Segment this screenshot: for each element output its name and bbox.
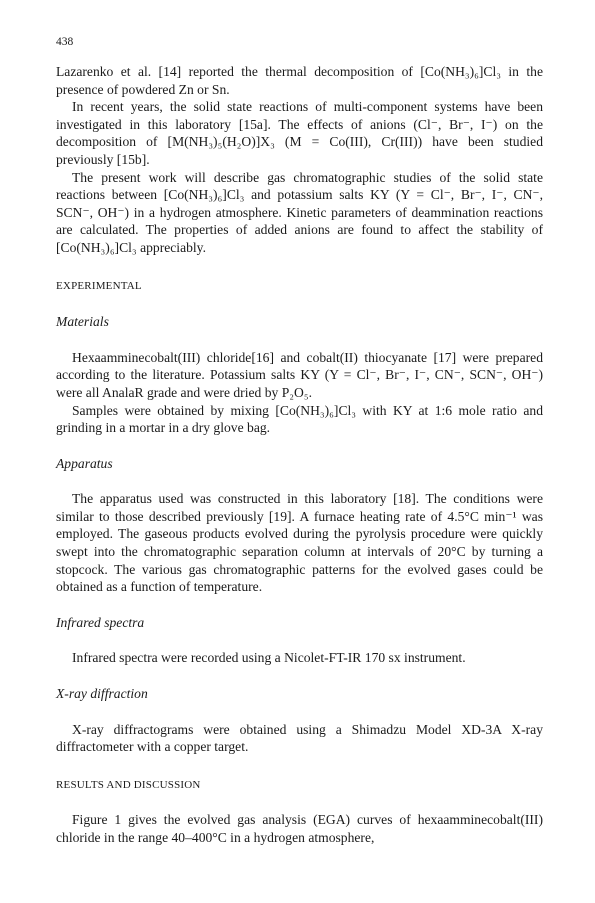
paragraph-apparatus: The apparatus used was constructed in this laboratory [18]. The conditions were similar to those described previously [19]. A furnace heating rate of 4.5°C min⁻¹ was employed. The gaseous products evolved during the pyrolysis procedure were quickly swept into the chromatographic separation column at intervals of 20°C by turning a stopcock. The various gas chromatographic patterns for the evolved gases could be obtained as a function of temperature. (56, 491, 543, 595)
paragraph-recent-years: In recent years, the solid state reactions of multi-component systems have been investigated in this laboratory [15a]. The effects of anions (Cl⁻, Br⁻, I⁻) on the decomposition of [M(NH₃)₅(H₂O)]X₃ (M = Co(III), Cr(III)) have been studied previously [15b]. (56, 99, 543, 167)
paragraph-materials-prep: Hexaamminecobalt(III) chloride[16] and cobalt(II) thiocyanate [17] were prepared according to the literature. Potassium salts KY (Y = Cl⁻, Br⁻, I⁻, CN⁻, SCN⁻, OH⁻) were all AnalaR grade and were dried by P₂O₅. (56, 349, 543, 400)
paragraph-lazarenko: Lazarenko et al. [14] reported the thermal decomposition of [Co(NH₃)₆]Cl₃ in the presence of powdered Zn or Sn. (56, 64, 543, 97)
subsection-heading-xray: X-ray diffraction (56, 686, 148, 702)
paragraph-results-figure1: Figure 1 gives the evolved gas analysis (EGA) curves of hexaamminecobalt(III) chloride in the range 40–400°C in a hydrogen atmosphere, (56, 812, 543, 845)
article-body (56, 63, 543, 847)
paragraph-infrared: Infrared spectra were recorded using a Nicolet-FT-IR 170 sx instrument. (72, 650, 466, 666)
subsection-heading-apparatus: Apparatus (56, 455, 113, 471)
paragraph-materials-samples: Samples were obtained by mixing [Co(NH₃)₆]Cl₃ with KY at 1:6 mole ratio and grinding in a mortar in a dry glove bag. (56, 402, 543, 436)
section-heading-results: RESULTS AND DISCUSSION (56, 778, 201, 791)
subsection-heading-materials: Materials (56, 314, 109, 330)
page-number: 438 (56, 36, 74, 48)
subsection-heading-infrared: Infrared spectra (56, 614, 145, 630)
paragraph-xray: X-ray diffractograms were obtained using a Shimadzu Model XD-3A X-ray diffractometer with a copper target. (56, 721, 543, 755)
paragraph-present-work: The present work will describe gas chromatographic studies of the solid state reactions between [Co(NH₃)₆]Cl₃ and potassium salts KY (Y = Cl⁻, Br⁻, I⁻, CN⁻, SCN⁻, OH⁻) in a hydrogen atmosphere. Kinetic parameters of deammination reactions are calculated. The properties of added anions are found to affect the stability of [Co(NH₃)₆]Cl₃ appreciably. (56, 169, 543, 255)
section-heading-experimental: EXPERIMENTAL (56, 279, 142, 292)
